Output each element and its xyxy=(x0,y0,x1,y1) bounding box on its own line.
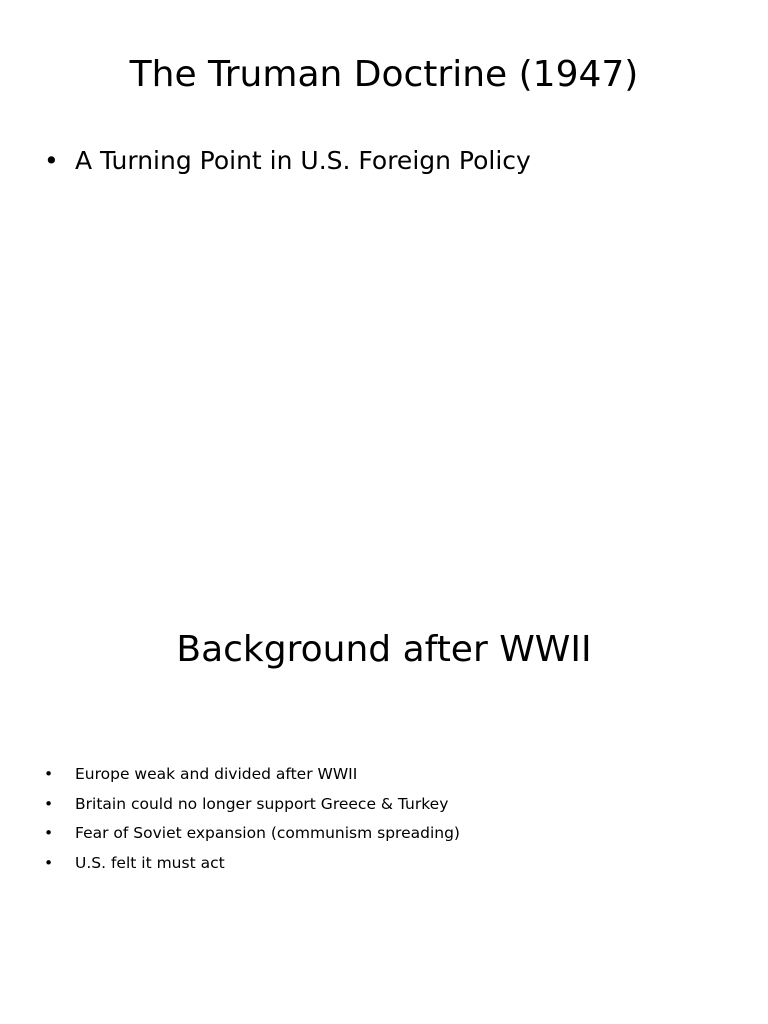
bullet-item xyxy=(44,819,724,849)
bullet-dot-icon: • xyxy=(44,794,54,813)
bullet-dot-icon: • xyxy=(44,824,54,842)
bullet-list xyxy=(44,760,724,878)
bullet-dot-icon: • xyxy=(44,146,59,175)
slide-title: The Truman Doctrine (1947) xyxy=(129,54,639,95)
bullet-dot-icon: • xyxy=(44,765,54,783)
bullet-text: Europe weak and divided after WWII xyxy=(75,765,358,783)
bullet-text: A Turning Point in U.S. Foreign Policy xyxy=(75,146,531,175)
bullet-dot-icon: • xyxy=(44,853,54,872)
bullet-text: U.S. felt it must act xyxy=(75,853,225,872)
bullet-item xyxy=(44,790,724,820)
bullet-text: Fear of Soviet expansion (communism spreading) xyxy=(75,824,460,842)
slide-title: Background after WWII xyxy=(176,629,592,670)
bullet-item xyxy=(44,142,724,180)
slide-2 xyxy=(0,512,768,1024)
bullet-list xyxy=(44,142,724,180)
bullet-item xyxy=(44,760,724,790)
bullet-item xyxy=(44,849,724,879)
bullet-text: Britain could no longer support Greece & Turkey xyxy=(75,794,449,813)
